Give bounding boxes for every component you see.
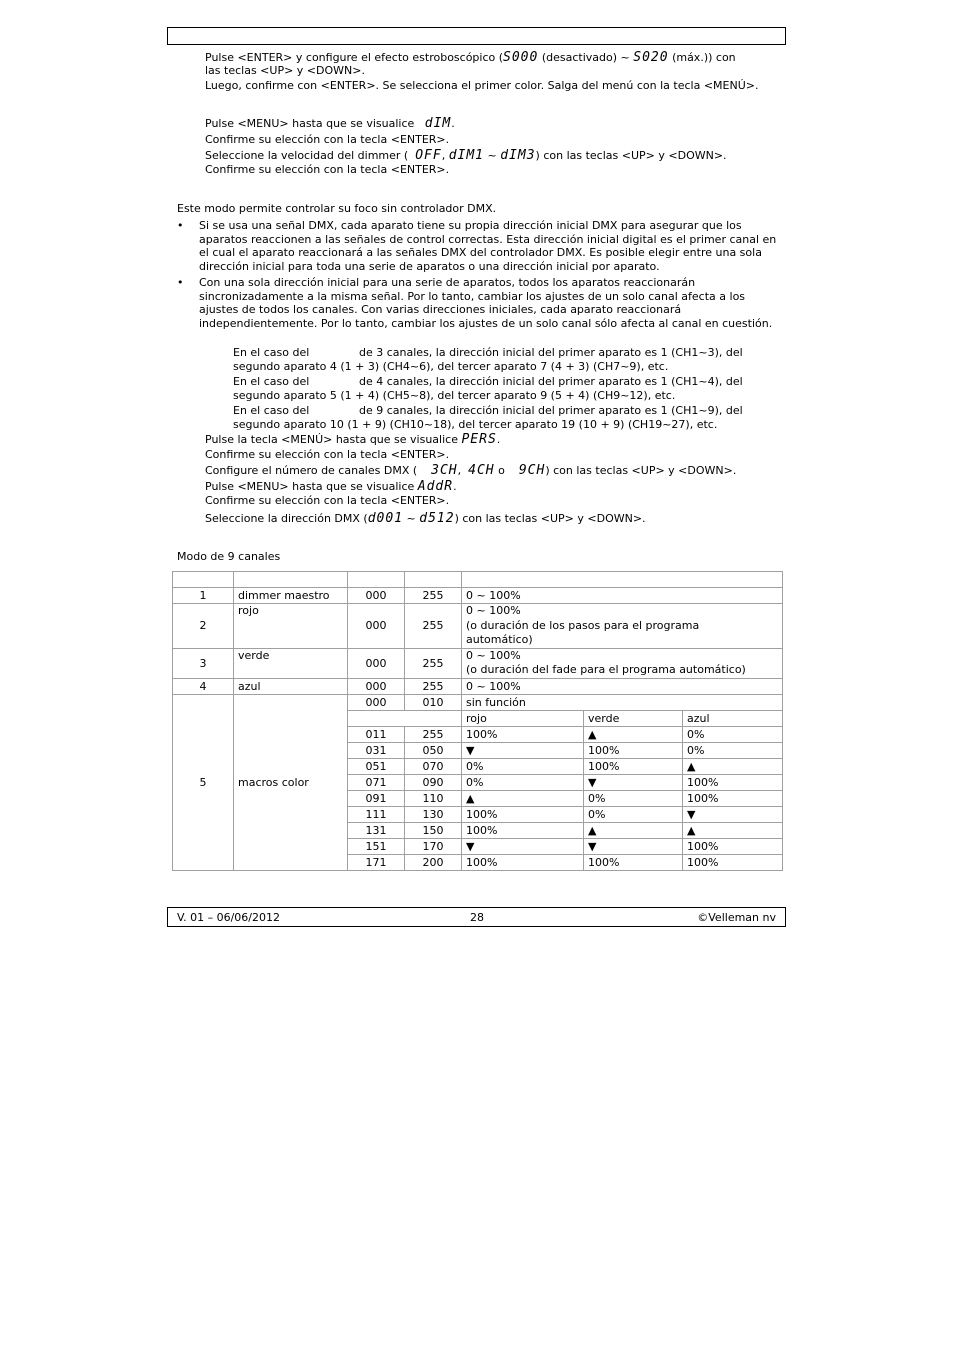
blue-value: ▲: [683, 758, 783, 774]
blue-value: ▼: [683, 806, 783, 822]
value-to: 090: [405, 774, 462, 790]
bullet-marker-1: •: [177, 219, 184, 232]
value-to: 255: [405, 604, 462, 649]
table-row: [173, 588, 783, 604]
case3-label: En el caso del: [233, 346, 310, 359]
red-value: 0%: [462, 758, 584, 774]
value-description: 0 ~ 100%: [462, 588, 783, 604]
lcd-dim: dIM: [424, 116, 452, 131]
strobe-line-3: Luego, confirme con <ENTER>. Se selecciona el primer color. Salga del menú con la tecla <MENÚ>.: [205, 79, 759, 92]
channel-function: macros color: [234, 694, 348, 870]
green-value: 100%: [584, 742, 683, 758]
lcd-addr: AddR: [417, 479, 454, 494]
lcd-d001: d001: [367, 511, 404, 526]
lcd-s000: S000: [503, 50, 539, 65]
red-value: ▲: [462, 790, 584, 806]
page-footer: [167, 907, 786, 927]
red-value: 100%: [462, 854, 584, 870]
table-header-row: [173, 572, 783, 588]
lcd-dim3: dIM3: [500, 148, 536, 163]
page-header-box: [167, 27, 786, 45]
step-3-text: Configure el número de canales DMX (: [205, 464, 418, 477]
channel-function: azul: [234, 678, 348, 694]
value-from: 171: [348, 854, 405, 870]
value-from: 131: [348, 822, 405, 838]
dimmer-speed-text: Seleccione la velocidad del dimmer (: [205, 149, 409, 162]
dimmer-text: Pulse <MENU> hasta que se visualice: [205, 117, 415, 130]
step-6-end: ) con las teclas <UP> y <DOWN>.: [454, 512, 646, 525]
lcd-off: OFF: [415, 148, 442, 163]
case3-text-2: segundo aparato 4 (1 + 3) (CH4~6), del tercer aparato 7 (4 + 3) (CH7~9), etc.: [233, 360, 669, 373]
header-cell: [348, 572, 405, 588]
value-from: 051: [348, 758, 405, 774]
value-to: 010: [405, 694, 462, 710]
tilde: ~: [487, 149, 497, 162]
red-value: 100%: [462, 726, 584, 742]
strobe-line-1: [205, 50, 736, 65]
header-cell: [405, 572, 462, 588]
value-from: 151: [348, 838, 405, 854]
header-cell: [173, 572, 234, 588]
green-value: ▲: [584, 726, 683, 742]
value-to: 255: [405, 726, 462, 742]
blue-value: 100%: [683, 774, 783, 790]
color-header-green: verde: [584, 710, 683, 726]
green-value: 100%: [584, 758, 683, 774]
green-value: ▼: [584, 774, 683, 790]
lcd-s020: S020: [633, 50, 669, 65]
step-2: Confirme su elección con la tecla <ENTER>.: [205, 448, 450, 461]
strobe-text-b: (desactivado) ~: [541, 51, 630, 64]
value-description: 0 ~ 100%: [462, 678, 783, 694]
channel-number: 5: [173, 694, 234, 870]
green-value: 0%: [584, 790, 683, 806]
green-value: ▲: [584, 822, 683, 838]
desc-line: (o duración de los pasos para el programa: [466, 618, 700, 632]
dimmer-line-4: Confirme su elección con la tecla <ENTER>.: [205, 163, 450, 176]
strobe-line-2: las teclas <UP> y <DOWN>.: [205, 64, 365, 77]
table-row: [173, 678, 783, 694]
value-from: 000: [348, 604, 405, 649]
case9-text: de 9 canales, la dirección inicial del primer aparato es 1 (CH1~9), del: [359, 404, 743, 417]
value-to: 070: [405, 758, 462, 774]
lcd-3ch: 3CH: [431, 463, 458, 478]
case9-label: En el caso del: [233, 404, 310, 417]
value-to: 255: [405, 678, 462, 694]
dmx-intro: Este modo permite controlar su foco sin controlador DMX.: [177, 202, 497, 215]
bullet-marker-2: •: [177, 276, 184, 289]
empty-cell: [348, 710, 462, 726]
blue-value: 0%: [683, 726, 783, 742]
dimmer-speed-end: ) con las teclas <UP> y <DOWN>.: [535, 149, 727, 162]
value-to: 150: [405, 822, 462, 838]
red-value: 100%: [462, 806, 584, 822]
channel-number: 3: [173, 648, 234, 678]
lcd-4ch: 4CH: [468, 463, 495, 478]
step-4: [205, 479, 457, 494]
step-3: [205, 463, 736, 478]
blue-value: ▲: [683, 822, 783, 838]
value-to: 200: [405, 854, 462, 870]
color-header-blue: azul: [683, 710, 783, 726]
dmx-channel-table: [172, 571, 783, 871]
case3-text: de 3 canales, la dirección inicial del primer aparato es 1 (CH1~3), del: [359, 346, 743, 359]
strobe-text-c: (máx.)) con: [672, 51, 736, 64]
bullet-text-2: Con una sola dirección inicial para una serie de aparatos, todos los aparatos reaccionarán sincronizadamente a la misma señal. Por lo tanto, cambiar los ajustes de un solo canal afecta a los ajustes de todos los canales. Con varias direcciones iniciales, cada aparato reaccionará independientemente. Por lo tanto, cambiar los ajustes de un solo canal sólo afecta al canal en cuestión.: [199, 276, 773, 330]
case9-text-2: segundo aparato 10 (1 + 9) (CH10~18), del tercer aparato 19 (10 + 9) (CH19~27), etc.: [233, 418, 718, 431]
color-header-red: rojo: [462, 710, 584, 726]
value-from: 111: [348, 806, 405, 822]
value-description: sin función: [462, 694, 783, 710]
footer-version: V. 01 – 06/06/2012: [177, 911, 280, 924]
header-cell: [234, 572, 348, 588]
period: .: [496, 433, 501, 446]
channel-number: 2: [173, 604, 234, 649]
table-row: [173, 604, 783, 649]
table-row: [173, 694, 783, 710]
channel-number: 4: [173, 678, 234, 694]
comma: ,: [457, 464, 462, 477]
value-from: 000: [348, 694, 405, 710]
channel-function: verde: [234, 648, 348, 678]
dimmer-period: .: [451, 117, 455, 130]
period: .: [453, 480, 457, 493]
footer-copyright: ©Velleman nv: [697, 911, 776, 924]
blue-value: 100%: [683, 838, 783, 854]
lcd-9ch: 9CH: [518, 463, 546, 478]
value-from: 031: [348, 742, 405, 758]
or-text: o: [498, 464, 505, 477]
table-caption: Modo de 9 canales: [177, 550, 281, 563]
blue-value: 100%: [683, 854, 783, 870]
desc-line: 0 ~ 100%: [466, 604, 521, 617]
dimmer-line-2: Confirme su elección con la tecla <ENTER>.: [205, 133, 450, 146]
blue-value: 0%: [683, 742, 783, 758]
header-cell: [462, 572, 783, 588]
value-from: 000: [348, 588, 405, 604]
value-to: 255: [405, 588, 462, 604]
case4-text: de 4 canales, la dirección inicial del primer aparato es 1 (CH1~4), del: [359, 375, 743, 388]
dimmer-line-1: [205, 116, 455, 131]
value-from: 011: [348, 726, 405, 742]
value-to: 110: [405, 790, 462, 806]
red-value: ▼: [462, 742, 584, 758]
red-value: 100%: [462, 822, 584, 838]
step-4-text: Pulse <MENU> hasta que se visualice: [205, 480, 415, 493]
value-description: [462, 648, 783, 678]
value-from: 091: [348, 790, 405, 806]
red-value: ▼: [462, 838, 584, 854]
value-from: 000: [348, 678, 405, 694]
desc-line: (o duración del fade para el programa automático): [466, 663, 746, 676]
step-3-end: ) con las teclas <UP> y <DOWN>.: [545, 464, 737, 477]
lcd-pers: PERS: [461, 432, 497, 447]
value-to: 050: [405, 742, 462, 758]
strobe-text-a: Pulse <ENTER> y configure el efecto estroboscópico (: [205, 51, 504, 64]
green-value: 100%: [584, 854, 683, 870]
value-to: 170: [405, 838, 462, 854]
value-to: 255: [405, 648, 462, 678]
value-to: 130: [405, 806, 462, 822]
step-1: [205, 432, 500, 447]
comma: ,: [441, 149, 446, 162]
red-value: 0%: [462, 774, 584, 790]
page-number: 28: [470, 911, 484, 924]
green-value: ▼: [584, 838, 683, 854]
value-from: 000: [348, 648, 405, 678]
dimmer-line-3: [205, 148, 727, 163]
step-6-text: Seleccione la dirección DMX (: [205, 512, 368, 525]
bullet-text-1: Si se usa una señal DMX, cada aparato tiene su propia dirección inicial DMX para asegurar que los aparatos reaccionen a las señales de control correctas. Esta dirección inicial digital es el primer canal en el cual el aparato reaccionará a las señales DMX del controlador DMX. Es posible elegir entre una sola dirección inicial para toda una serie de aparatos o una dirección inicial por aparato.: [199, 219, 777, 273]
desc-line: automático): [466, 633, 533, 646]
lcd-dim1: dIM1: [448, 148, 485, 163]
case4-label: En el caso del: [233, 375, 310, 388]
table-row: [173, 648, 783, 678]
lcd-d512: d512: [419, 511, 455, 526]
step-5: Confirme su elección con la tecla <ENTER>.: [205, 494, 450, 507]
tilde: ~: [406, 512, 416, 525]
channel-function: rojo: [234, 604, 348, 649]
case4-text-2: segundo aparato 5 (1 + 4) (CH5~8), del tercer aparato 9 (5 + 4) (CH9~12), etc.: [233, 389, 676, 402]
blue-value: 100%: [683, 790, 783, 806]
value-description: [462, 604, 783, 649]
step-6: [205, 511, 646, 526]
desc-line: 0 ~ 100%: [466, 648, 521, 662]
step-1-text: Pulse la tecla <MENÚ> hasta que se visualice: [205, 433, 458, 446]
green-value: 0%: [584, 806, 683, 822]
value-from: 071: [348, 774, 405, 790]
channel-function: dimmer maestro: [234, 588, 348, 604]
channel-number: 1: [173, 588, 234, 604]
